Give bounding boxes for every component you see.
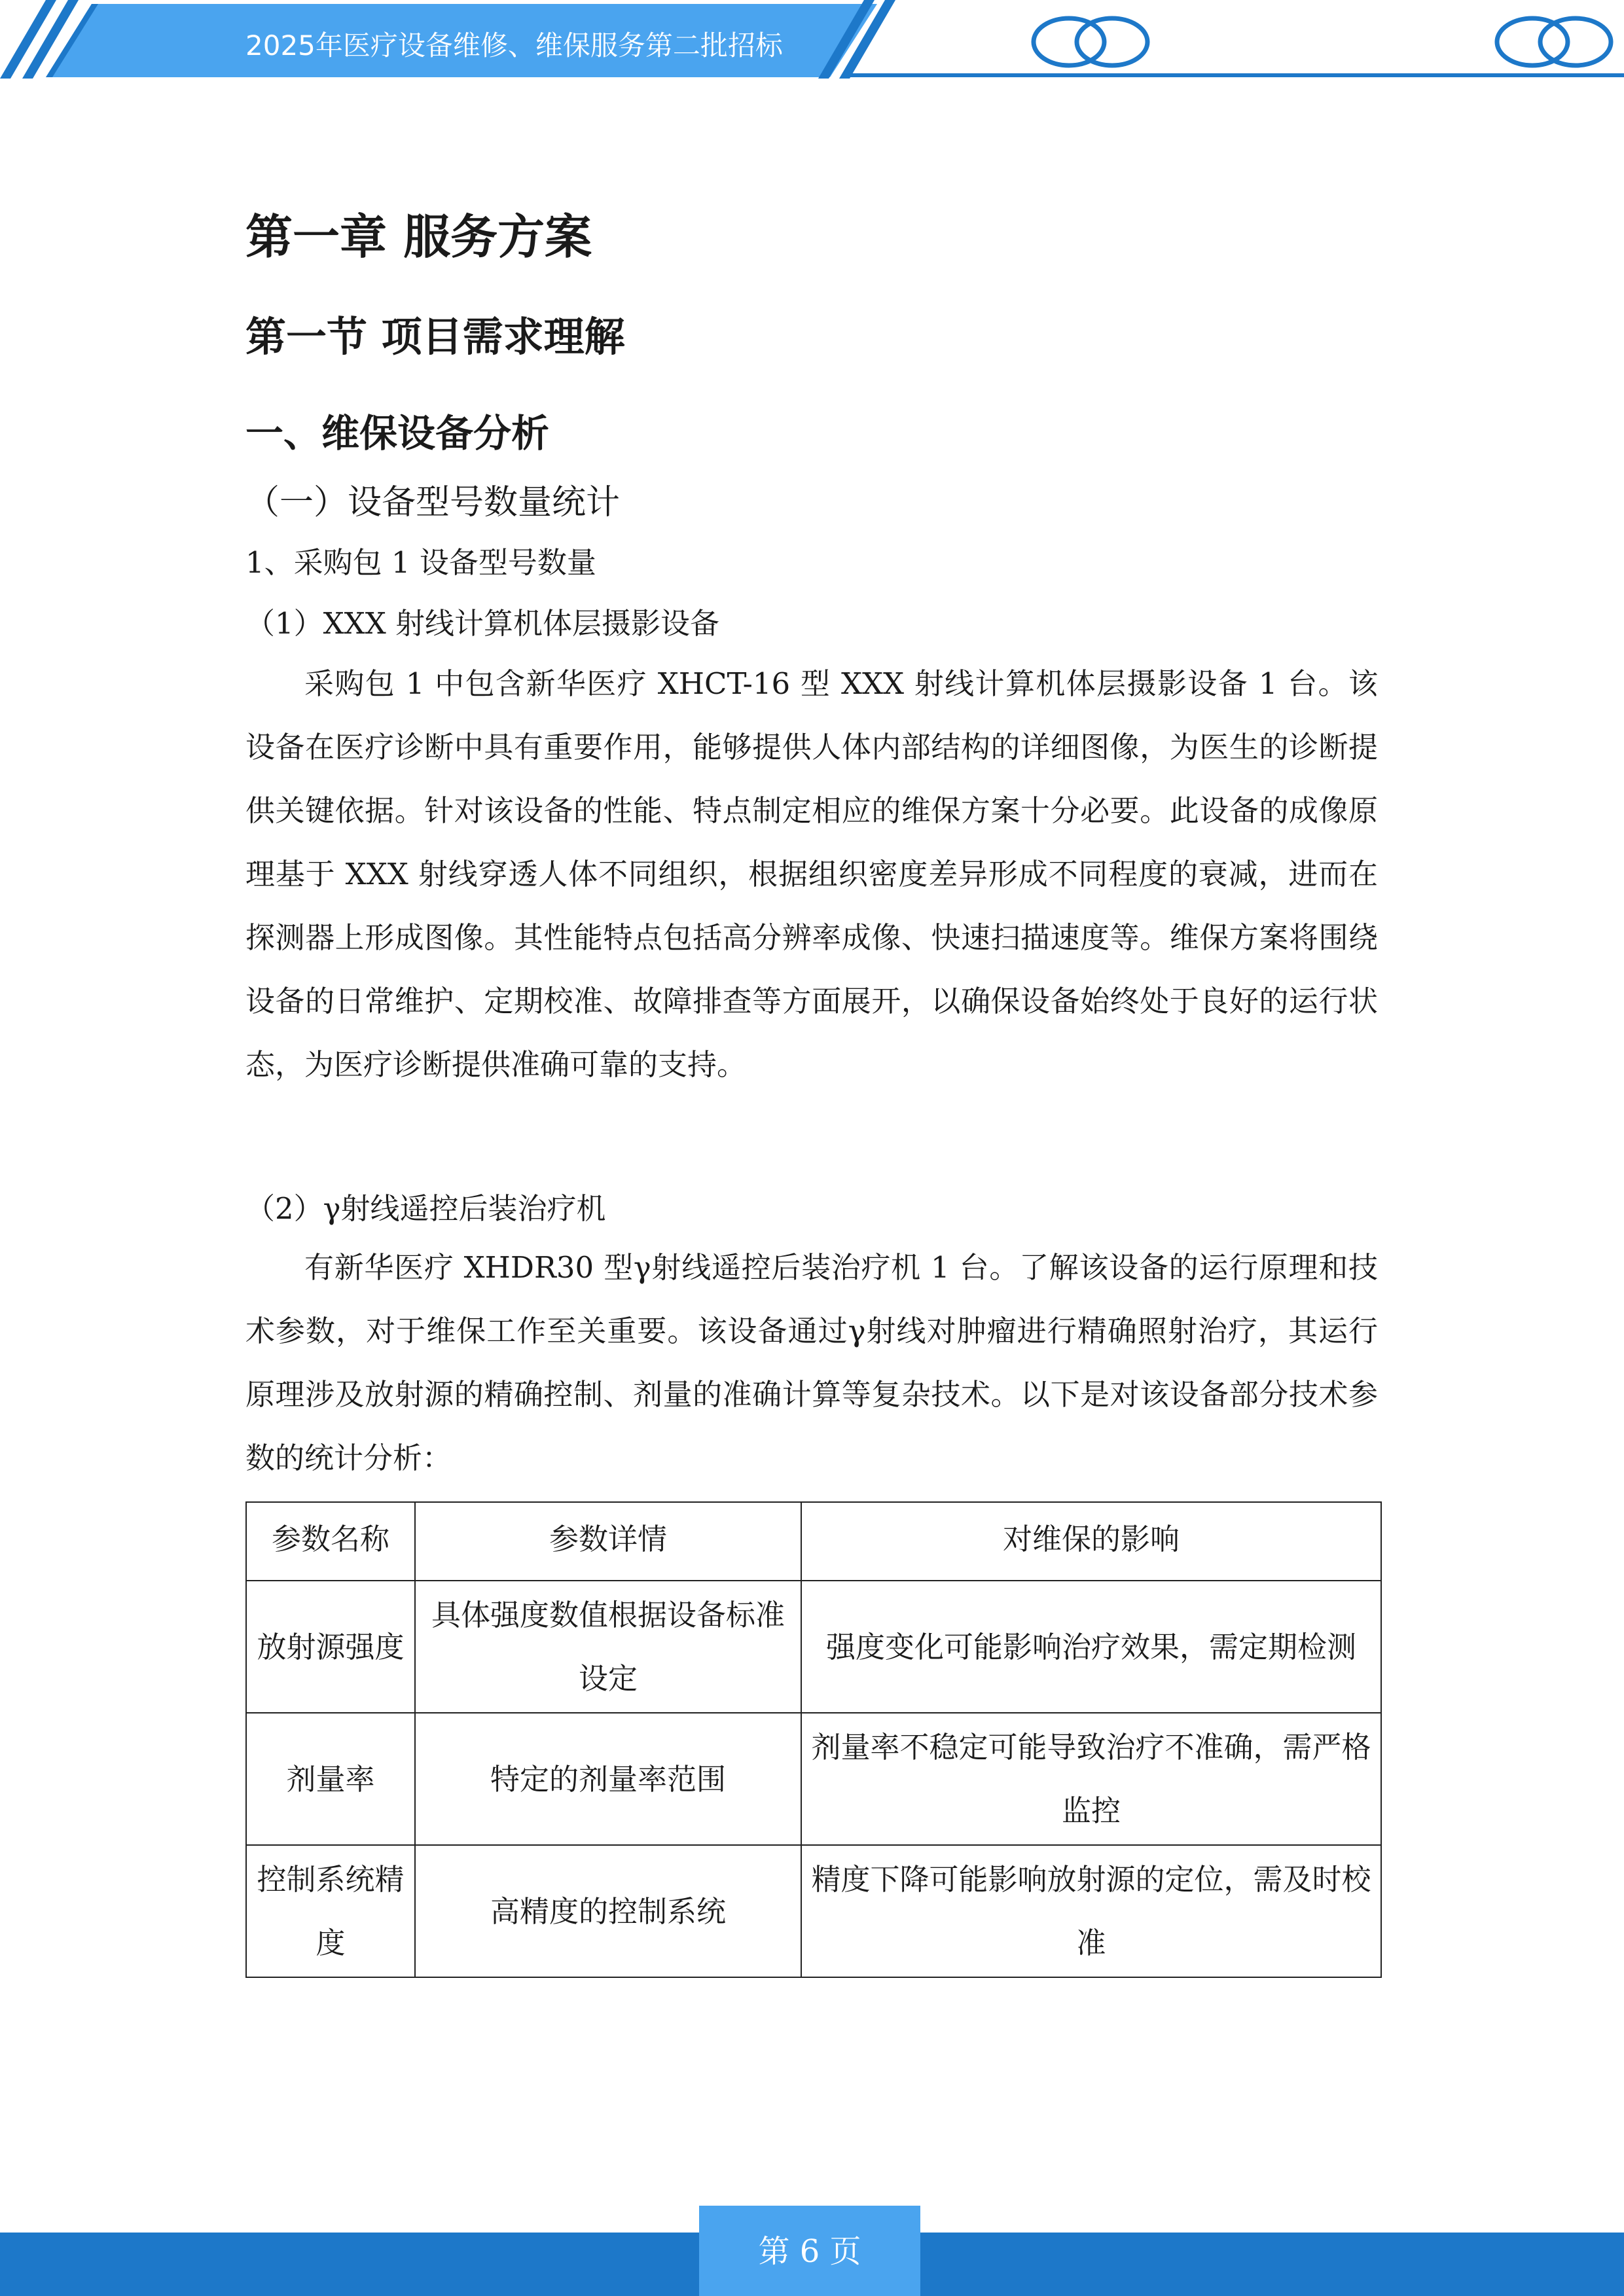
double-ring-logo-icon-right: [1494, 14, 1614, 69]
table-row: [246, 1581, 1381, 1713]
device1-title: （1）XXX 射线计算机体层摄影设备: [245, 606, 720, 641]
table-cell: 放射源强度: [246, 1581, 415, 1713]
table-header-row: [246, 1502, 1381, 1581]
device2-paragraph: 有新华医疗 XHDR30 型γ射线遥控后装治疗机 1 台。了解该设备的运行原理和技术参数，对于维保工作至关重要。该设备通过γ射线对肿瘤进行精确照射治疗，其运行原理涉及放射源的精确控制、剂量的准确计算等复杂技术。以下是对该设备部分技术参数的统计分析：: [245, 1250, 1378, 1475]
subsubsection-title: （一）设备型号数量统计: [245, 483, 621, 522]
table-cell: 控制系统精度: [246, 1845, 415, 1977]
table-header-cell: 参数详情: [415, 1502, 801, 1581]
table-row: [246, 1713, 1381, 1845]
device1-paragraph: 采购包 1 中包含新华医疗 XHCT-16 型 XXX 射线计算机体层摄影设备 1 台。该设备在医疗诊断中具有重要作用，能够提供人体内部结构的详细图像，为医生的诊断提供关键依据。针对该设备的性能、特点制定相应的维保方案十分必要。此设备的成像原理基于 XXX 射线穿透人体不同组织，根据组织密度差异形成不同程度的衰减，进而在探测器上形成图像。其性能特点包括高分辨率成像、快速扫描速度等。维保方案将围绕设备的日常维护、定期校准、故障排查等方面展开，以确保设备始终处于良好的运行状态，为医疗诊断提供准确可靠的支持。: [245, 666, 1378, 1082]
header-banner: [0, 0, 1624, 85]
header-title: 2025年医疗设备维修、维保服务第二批招标: [245, 29, 783, 62]
table-cell: 具体强度数值根据设备标准设定: [415, 1581, 801, 1713]
table-cell: 强度变化可能影响治疗效果，需定期检测: [801, 1581, 1381, 1713]
section-title: 第一节 项目需求理解: [245, 313, 625, 361]
table-cell: 精度下降可能影响放射源的定位，需及时校准: [801, 1845, 1381, 1977]
table-cell: 特定的剂量率范围: [415, 1713, 801, 1845]
double-ring-logo-icon: [1031, 14, 1150, 69]
item-title: 1、采购包 1 设备型号数量: [245, 545, 596, 580]
table-header-cell: 对维保的影响: [801, 1502, 1381, 1581]
table-cell: 高精度的控制系统: [415, 1845, 801, 1977]
parameter-table: [245, 1501, 1382, 1978]
page-header: [0, 0, 1624, 85]
table-row: [246, 1845, 1381, 1977]
subsection-title: 一、维保设备分析: [245, 411, 550, 456]
table-header-cell: 参数名称: [246, 1502, 415, 1581]
chapter-title: 第一章 服务方案: [245, 209, 592, 264]
device2-title: （2）γ射线遥控后装治疗机: [245, 1191, 606, 1226]
page-number: 第 6 页: [758, 2233, 861, 2270]
table-cell: 剂量率: [246, 1713, 415, 1845]
table-cell: 剂量率不稳定可能导致治疗不准确，需严格监控: [801, 1713, 1381, 1845]
